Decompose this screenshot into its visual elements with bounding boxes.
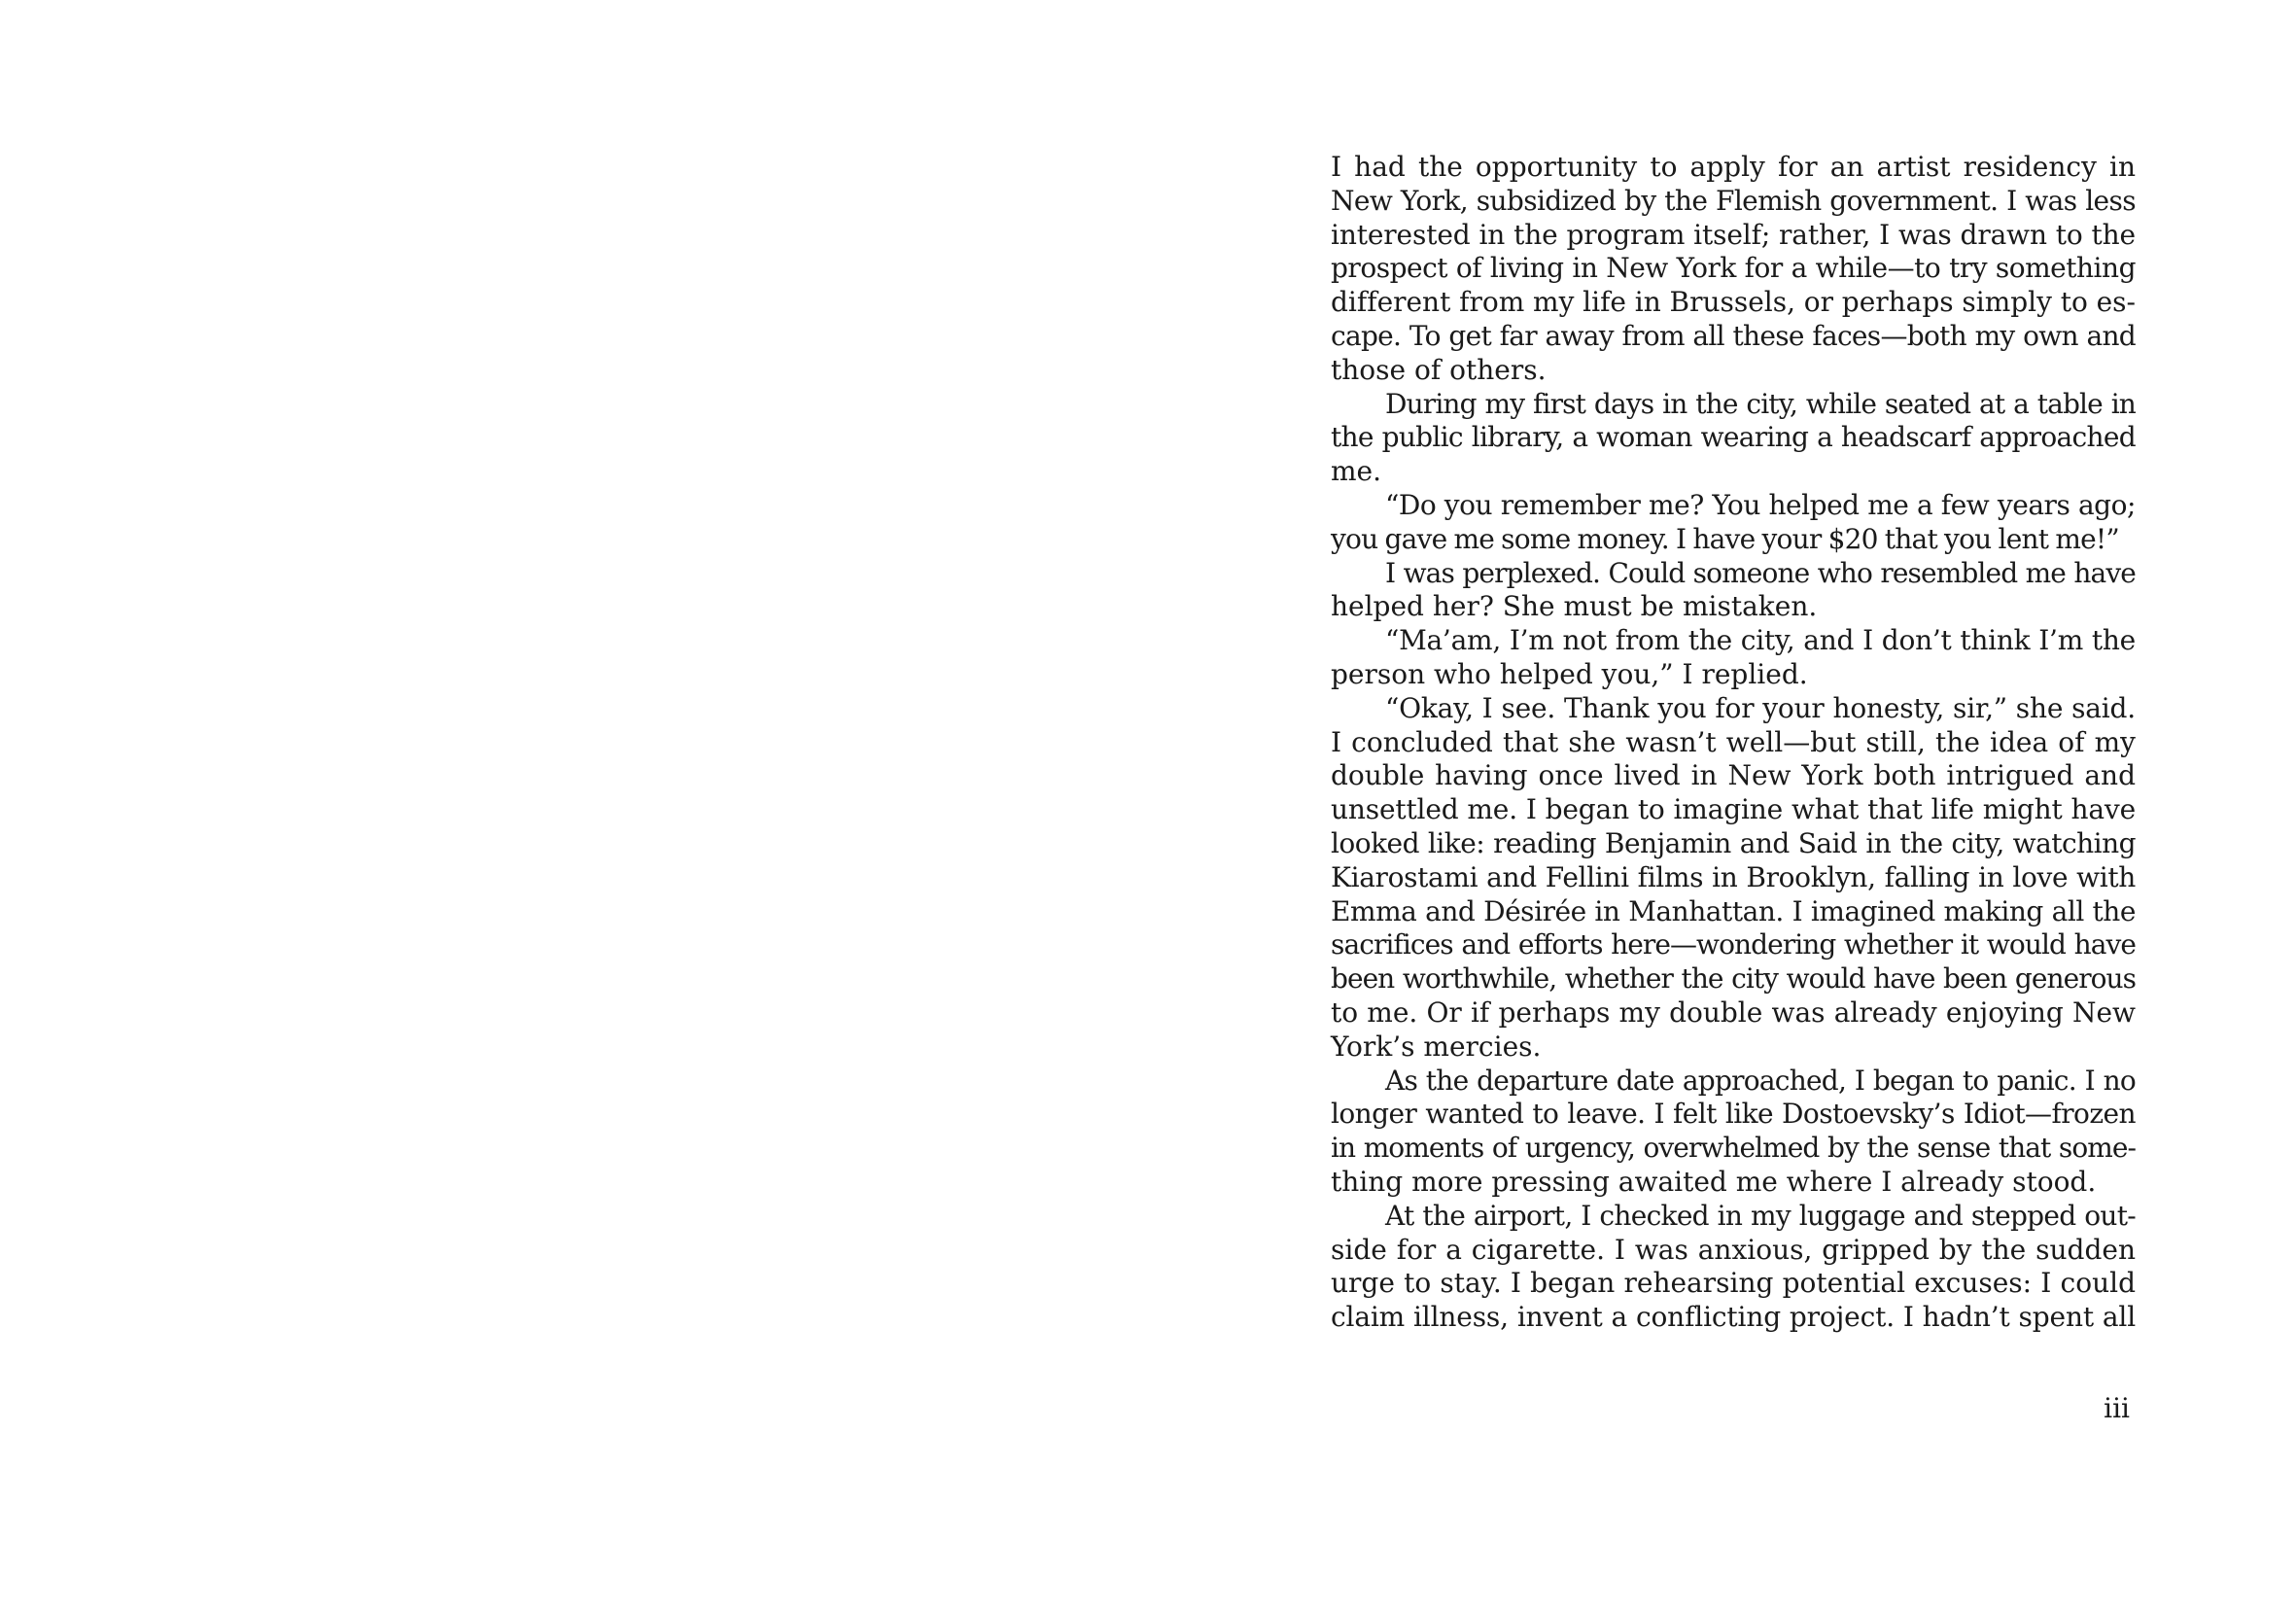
text-line: prospect of living in New York for a while—to try something bbox=[1331, 252, 2136, 285]
right-page bbox=[1148, 0, 2296, 1607]
text-line: Kiarostami and Fellini films in Brooklyn, falling in love with bbox=[1331, 860, 2136, 893]
text-line: different from my life in Brussels, or perhaps simply to es- bbox=[1331, 286, 2136, 319]
text-line: side for a cigarette. I was anxious, gripped by the sudden bbox=[1331, 1233, 2136, 1266]
text-line: thing more pressing awaited me where I already stood. bbox=[1331, 1165, 2097, 1198]
text-line: As the departure date approached, I began to panic. I no bbox=[1385, 1064, 2136, 1097]
text-line: Emma and Désirée in Manhattan. I imagined making all the bbox=[1331, 894, 2136, 927]
text-line: During my first days in the city, while seated at a table in bbox=[1385, 387, 2136, 420]
text-line: urge to stay. I began rehearsing potential excuses: I could bbox=[1331, 1267, 2136, 1300]
text-line: in moments of urgency, overwhelmed by the sense that some- bbox=[1331, 1132, 2136, 1165]
text-line: looked like: reading Benjamin and Said in the city, watching bbox=[1331, 826, 2136, 859]
text-line: At the airport, I checked in my luggage and stepped out- bbox=[1385, 1199, 2136, 1232]
text-line: sacrifices and efforts here—wondering whether it would have bbox=[1331, 928, 2136, 961]
text-line: I concluded that she wasn’t well—but still, the idea of my bbox=[1331, 725, 2136, 758]
text-line: New York, subsidized by the Flemish government. I was less bbox=[1331, 184, 2136, 217]
text-line: helped her? She must be mistaken. bbox=[1331, 590, 1818, 623]
text-line: been worthwhile, whether the city would have been generous bbox=[1331, 962, 2136, 996]
text-line: York’s mercies. bbox=[1331, 1030, 1542, 1063]
page-number: iii bbox=[2104, 1392, 2130, 1424]
text-line: interested in the program itself; rather, I was drawn to the bbox=[1331, 218, 2136, 251]
text-line: unsettled me. I began to imagine what that life might have bbox=[1331, 793, 2136, 826]
text-line: cape. To get far away from all these faces—both my own and bbox=[1331, 319, 2136, 352]
text-line: to me. Or if perhaps my double was already enjoying New bbox=[1331, 996, 2136, 1029]
text-line: “Ma’am, I’m not from the city, and I don’t think I’m the bbox=[1385, 624, 2136, 657]
body-text bbox=[1331, 151, 2136, 1335]
text-line: longer wanted to leave. I felt like Dostoevsky’s Idiot—frozen bbox=[1331, 1098, 2136, 1131]
text-line: person who helped you,” I replied. bbox=[1331, 657, 1808, 690]
text-line: you gave me some money. I have your $20 that you lent me!” bbox=[1331, 522, 2119, 555]
text-line: claim illness, invent a conflicting project. I hadn’t spent all bbox=[1331, 1301, 2136, 1334]
text-line: I had the opportunity to apply for an artist residency in bbox=[1331, 151, 2136, 183]
text-line: those of others. bbox=[1331, 353, 1547, 386]
text-line: I was perplexed. Could someone who resembled me have bbox=[1385, 556, 2136, 589]
text-line: “Okay, I see. Thank you for your honesty, sir,” she said. bbox=[1385, 691, 2136, 724]
text-line: me. bbox=[1331, 455, 1382, 488]
text-line: double having once lived in New York both intrigued and bbox=[1331, 759, 2136, 792]
text-line: the public library, a woman wearing a headscarf approached bbox=[1331, 421, 2136, 454]
text-line: “Do you remember me? You helped me a few years ago; bbox=[1385, 488, 2136, 521]
